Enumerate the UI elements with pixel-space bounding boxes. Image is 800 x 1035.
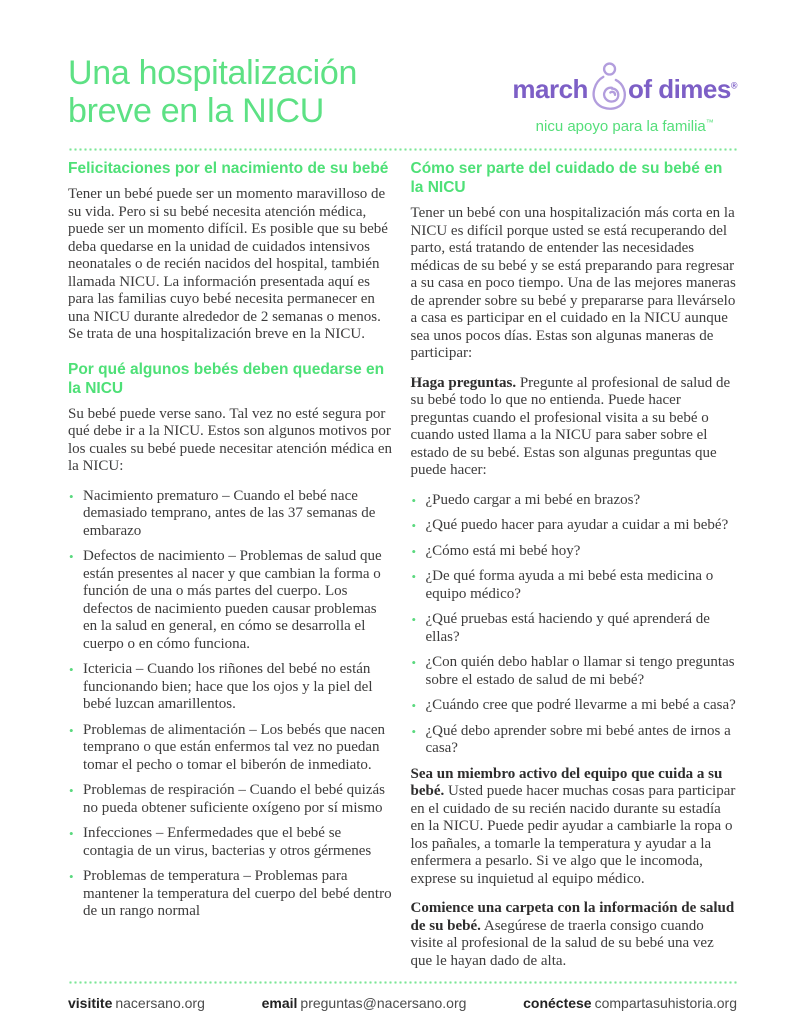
- brand-logo: [512, 62, 737, 135]
- list-item: • ¿Cómo está mi bebé hoy?: [411, 543, 738, 561]
- footer-label-visit: visitite: [68, 995, 113, 1011]
- list-item: • ¿Qué pruebas está haciendo y qué aprenderá de ellas?: [411, 611, 738, 646]
- paragraph-take-part-intro: Tener un bebé con una hospitalización más corta en la NICU es difícil porque usted se está recuperando del parto, está tratando de entender las necesidades médicas de su bebé y se está preparando para regresar a su casa en poco tiempo. Una de las mejores maneras de aprender sobre su bebé y prepararse para llevárselo a casa es participar en el cuidado en la NICU aunque sea unos pocos días. Estas son algunas maneras de participar:: [410, 205, 736, 361]
- brand-row: [512, 62, 737, 117]
- list-item: • ¿Con quién debo hablar o llamar si tengo preguntas sobre el estado de salud de mi bebé?: [411, 654, 738, 689]
- page-title-line2: breve en la NICU: [68, 92, 324, 130]
- list-item: • Ictericia – Cuando los riñones del bebé no están funcionando bien; hace que los ojos y la piel del bebé luzcan amarillentos.: [68, 661, 395, 714]
- paragraph-active-team-member: Sea un miembro activo del equipo que cuida a su bebé. Usted puede hacer muchas cosas para participar en el cuidado de su recién nacido durante su estadía en la NICU. Puede pedir ayudar a cambiarle la ropa o los pañales, a tomarle la temperatura y ayudar a la enfermera a pesarlo. Si ve algo que le incomoda, exprese su inquietud al equipo médico.: [410, 765, 736, 887]
- list-item: • ¿De qué forma ayuda a mi bebé esta medicina o equipo médico?: [411, 568, 738, 603]
- footer-divider: [68, 981, 737, 984]
- header-divider: [68, 148, 737, 151]
- section-heading-take-part: Cómo ser parte del cuidado de su bebé en la NICU: [410, 160, 723, 196]
- footer-label-email: email: [261, 995, 298, 1011]
- footer-item-email: [262, 995, 467, 1011]
- footer-item-connect: [523, 995, 737, 1011]
- paragraph-lead-active-team-member: Sea un miembro activo del equipo que cuida a su bebé.: [410, 765, 723, 799]
- list-item: • Problemas de respiración – Cuando el bebé quizás no pueda obtener suficiente oxígeno por sí mismo: [68, 782, 395, 817]
- page-title: [68, 54, 357, 130]
- left-column: [68, 159, 395, 982]
- footer-value-connect-url: compartasuhistoria.org: [594, 995, 737, 1011]
- footer-label-connect: conéctese: [523, 995, 592, 1011]
- brand-word-of-dimes: of dimes®: [627, 74, 737, 104]
- footer-value-email-address: preguntas@nacersano.org: [300, 995, 467, 1011]
- list-item: • Problemas de temperatura – Problemas para mantener la temperatura del cuerpo del bebé dentro de un rango normal: [68, 868, 395, 921]
- paragraph-ask-questions: Haga preguntas. Pregunte al profesional de salud de su bebé todo lo que no entienda. Puede hacer preguntas cuando el profesional visita a su bebé o cuando usted llama a la NICU para saber sobre el estado de su bebé. Estas son algunas preguntas que puede hacer:: [410, 374, 731, 478]
- list-item: • Problemas de alimentación – Los bebés que nacen temprano o que están enfermos tal vez no puedan tomar el pecho o tomar el biberón de inmediato.: [68, 722, 395, 775]
- section-heading-congratulations: Felicitaciones por el nacimiento de su bebé: [68, 160, 389, 177]
- list-item: • ¿Qué debo aprender sobre mi bebé antes de irnos a casa?: [411, 723, 738, 758]
- footer: [68, 981, 737, 1011]
- brand-word-march: march: [512, 74, 588, 104]
- questions-bullet-list: [411, 492, 738, 758]
- section-heading-why-nicu: Por qué algunos bebés deben quedarse en la NICU: [68, 360, 385, 397]
- list-item: • Defectos de nacimiento – Problemas de salud que están presentes al nacer y que cambian la forma o función de una o más partes del cuerpo. Los defectos de nacimiento pueden causar problemas en la salud en general, en cómo se desarrolla el cuerpo o en cómo funciona.: [68, 548, 395, 653]
- paragraph-lead-health-folder: Comience una carpeta con la información de salud de su bebé.: [410, 900, 735, 934]
- registered-trademark-symbol: ®: [730, 80, 737, 91]
- list-item: • ¿Qué puedo hacer para ayudar a cuidar a mi bebé?: [411, 517, 738, 535]
- right-column: [411, 159, 738, 982]
- list-item: • ¿Cuándo cree que podré llevarme a mi bebé a casa?: [411, 697, 738, 715]
- page-title-line1: Una hospitalización: [68, 54, 358, 92]
- footer-links-row: [68, 995, 737, 1011]
- paragraph-why-nicu-intro: Su bebé puede verse sano. Tal vez no esté segura por qué debe ir a la NICU. Estos son algunos motivos por los cuales su bebé puede necesitar atención médica en la NICU:: [68, 405, 393, 474]
- list-item: • Nacimiento prematuro – Cuando el bebé nace demasiado temprano, antes de las 37 semanas de embarazo: [68, 488, 395, 541]
- reasons-bullet-list: [68, 488, 395, 921]
- list-item: • ¿Puedo cargar a mi bebé en brazos?: [411, 492, 738, 510]
- brand-tagline: nicu apoyo para la familia™: [535, 118, 714, 135]
- mother-and-baby-icon: [586, 62, 630, 117]
- content-columns: [68, 159, 737, 982]
- header: [68, 54, 737, 135]
- footer-value-visit-url: nacersano.org: [115, 995, 205, 1011]
- list-item: • Infecciones – Enfermedades que el bebé se contagia de un virus, bacterias y otros gérmenes: [68, 825, 395, 860]
- footer-item-visit: [68, 995, 205, 1011]
- paragraph-health-folder: Comience una carpeta con la información de salud de su bebé. Asegúrese de traerla consigo cuando visite al profesional de la salud de su bebé una vez que le hayan dado de alta.: [410, 900, 735, 969]
- trademark-symbol: ™: [705, 118, 714, 127]
- paragraph-congratulations: Tener un bebé puede ser un momento maravilloso de su vida. Pero si su bebé necesita atención médica, puede ser un momento difícil. Es posible que su bebé deba quedarse en la unidad de cuidados intensivos neonatales o de recién nacidos del hospital, también llamada NICU. La información presentada aquí es para las familias cuyo bebé necesita permanecer en una NICU durante alrededor de 2 semanas o menos. Se trata de una hospitalización breve en la NICU.: [68, 186, 388, 342]
- paragraph-lead-ask-questions: Haga preguntas.: [410, 374, 517, 391]
